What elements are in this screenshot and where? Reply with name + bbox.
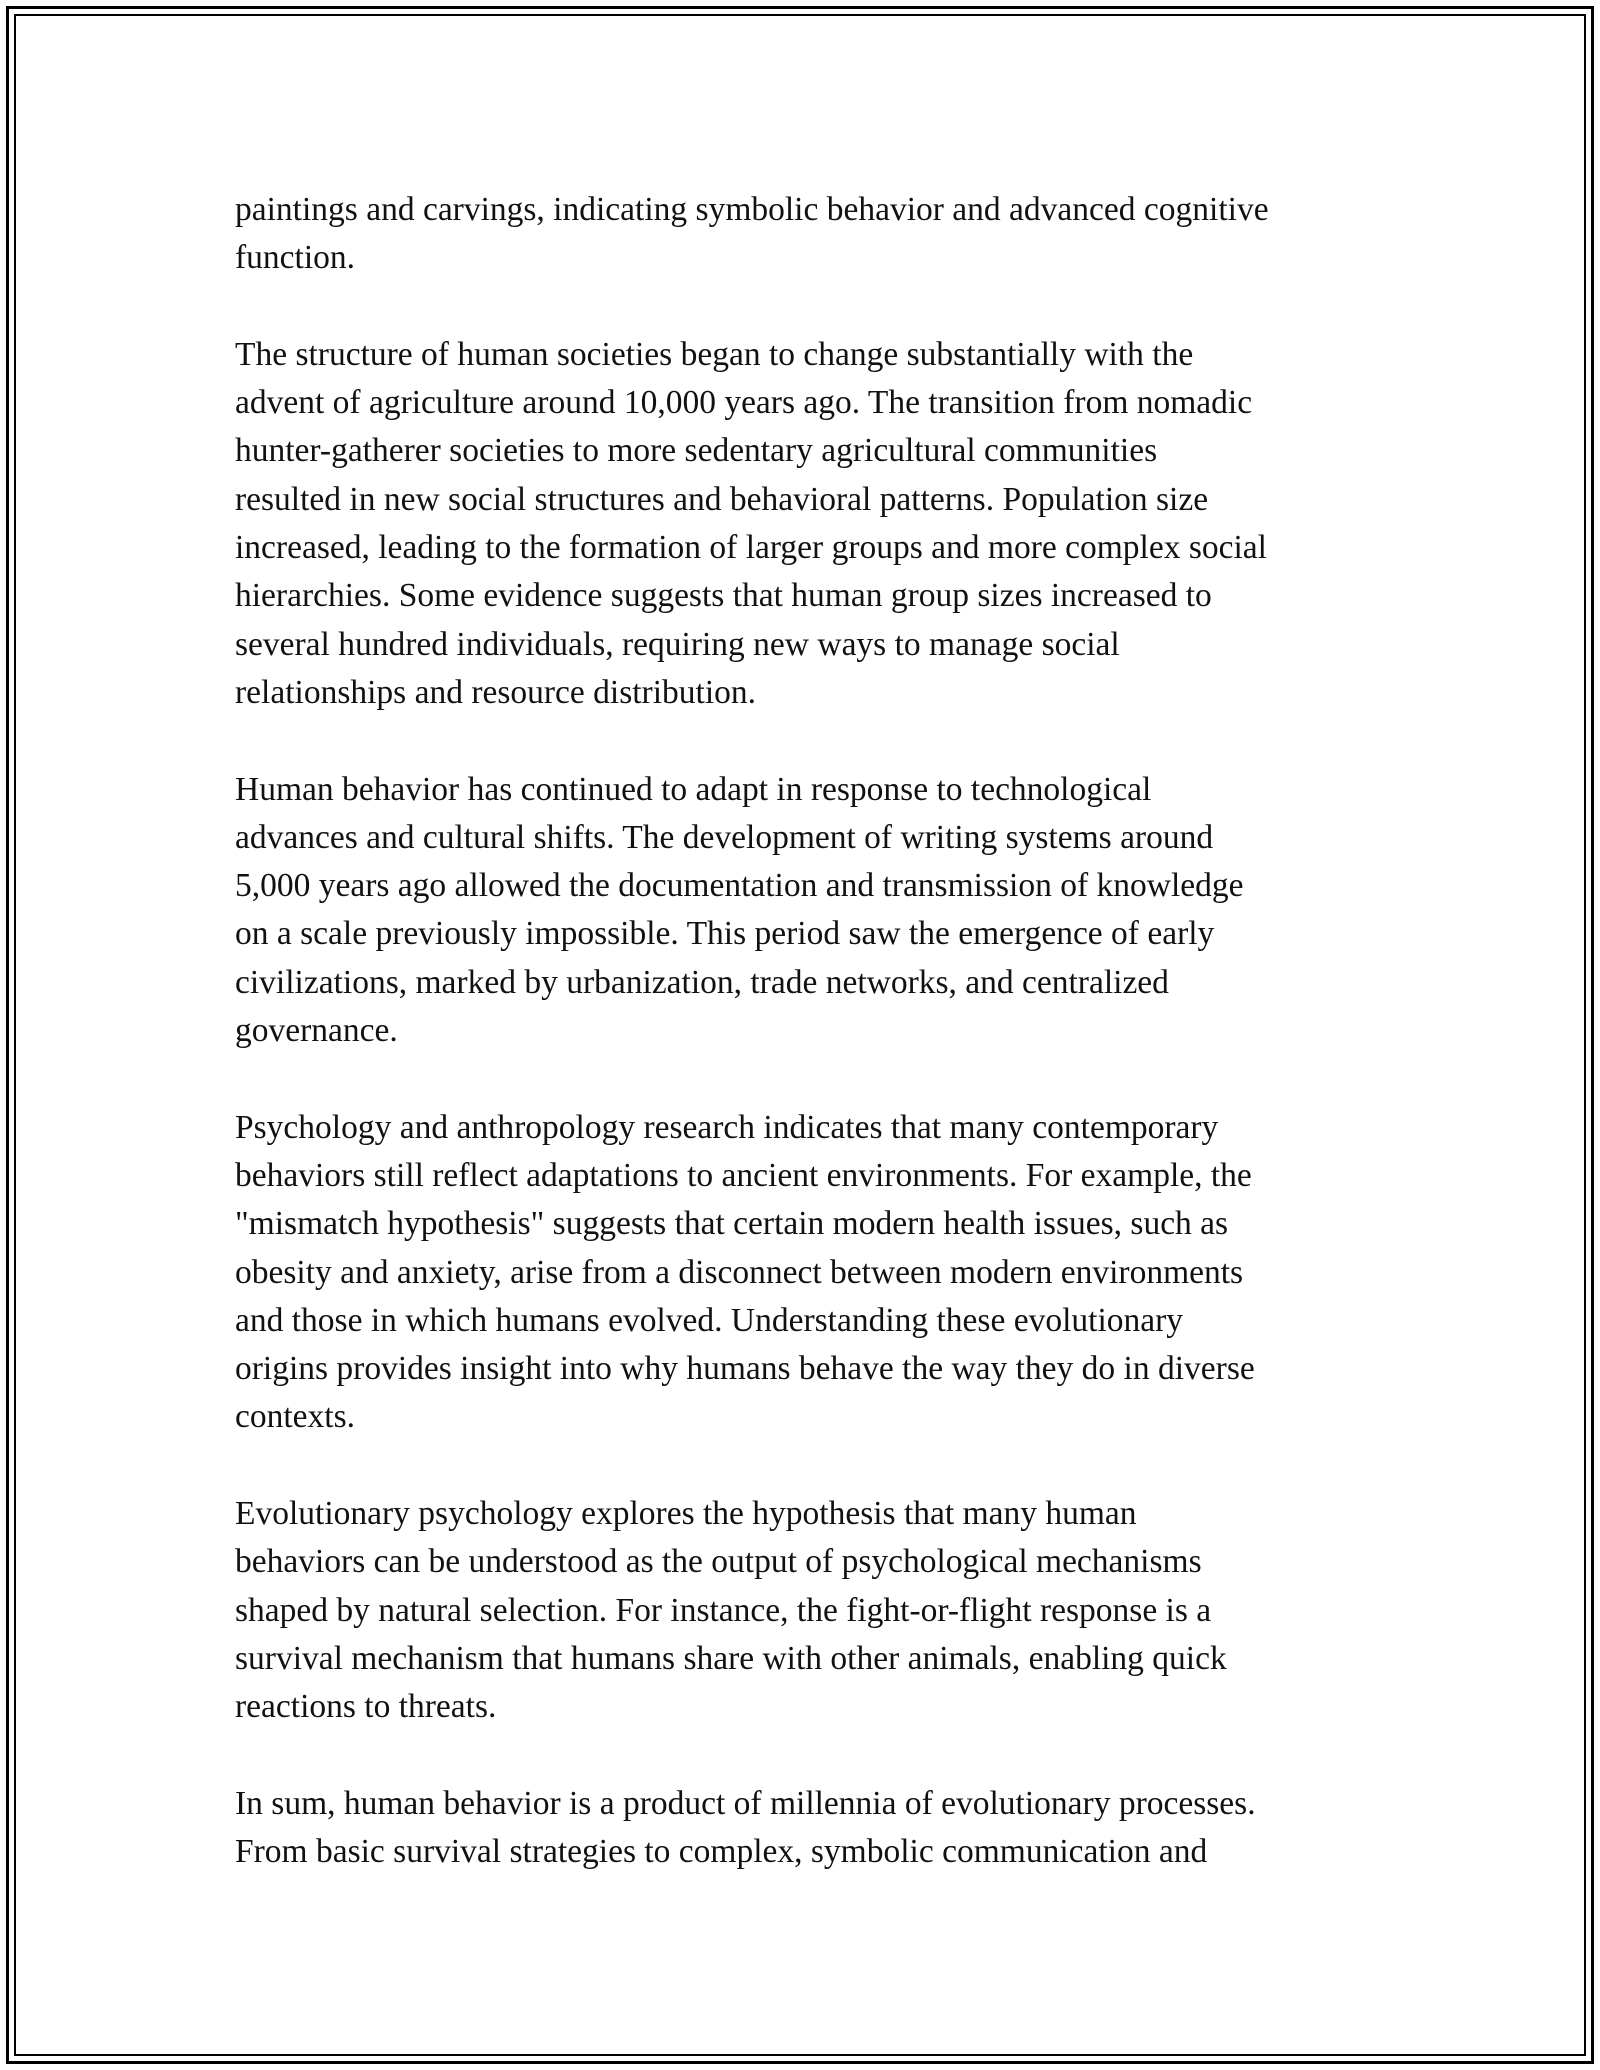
paragraph-symbolic-behavior: paintings and carvings, indicating symbolic behavior and advanced cognitive function. [235, 191, 1269, 277]
paragraph-summary: In sum, human behavior is a product of millennia of evolutionary processes. From basic survival strategies to complex, symbolic communication and [235, 1784, 1256, 1871]
paragraph-evolutionary-psychology: Evolutionary psychology explores the hypothesis that many human behaviors can be understood as the output of psychological mechanisms shaped by natural selection. For instance, the fight-or-flight response is a survival mechanism that humans share with other animals, enabling quick reactions to threats. [235, 1495, 1227, 1726]
document-body [235, 186, 1385, 1876]
paragraph-writing-systems: Human behavior has continued to adapt in response to technological advances and cultural shifts. The development of writing systems around 5,000 years ago allowed the documentation and transmission of knowledge on a scale previously impossible. This period saw the emergence of early civilizations, marked by urbanization, trade networks, and centralized governance. [235, 770, 1244, 1050]
paragraph-agriculture: The structure of human societies began to change substantially with the advent of agriculture around 10,000 years ago. The transition from nomadic hunter-gatherer societies to more sedentary agricultural communities resulted in new social structures and behavioral patterns. Population size increased, leading to the formation of larger groups and more complex social hierarchies. Some evidence suggests that human group sizes increased to several hundred individuals, requiring new ways to manage social relationships and resource distribution. [235, 335, 1267, 711]
paragraph-mismatch-hypothesis: Psychology and anthropology research indicates that many contemporary behaviors still reflect adaptations to ancient environments. For example, the "mismatch hypothesis" suggests that certain modern health issues, such as obesity and anxiety, arise from a disconnect between modern environments and those in which humans evolved. Understanding these evolutionary origins provides insight into why humans behave the way they do in diverse contexts. [235, 1108, 1255, 1436]
